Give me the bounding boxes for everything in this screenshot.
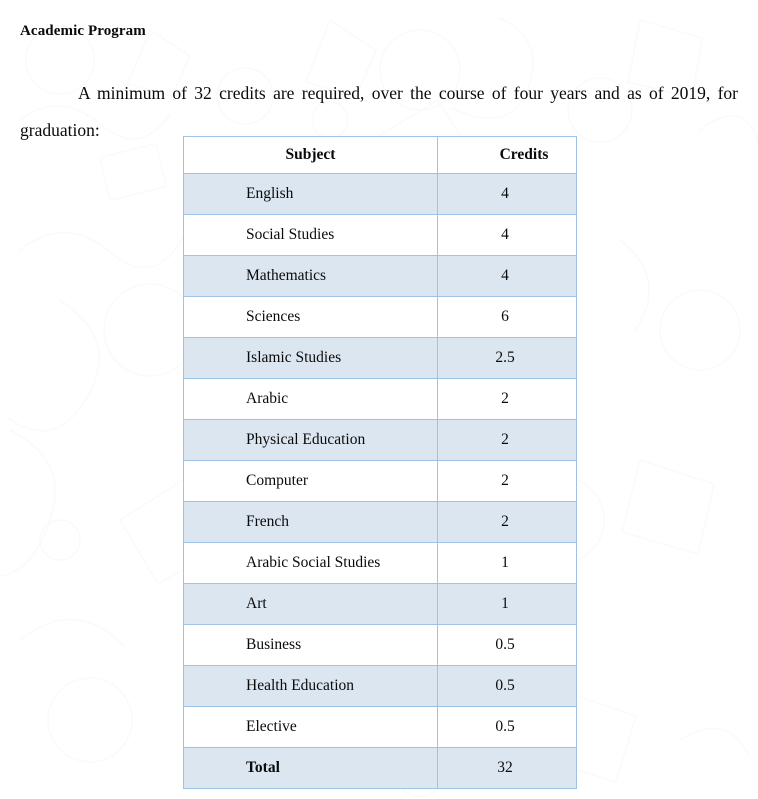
column-header-subject: Subject <box>184 137 438 174</box>
cell-subject: Mathematics <box>184 256 438 297</box>
intro-paragraph: A minimum of 32 credits are required, over the course of four years and as of 2019, for graduation: <box>20 82 738 140</box>
table-row <box>184 707 577 748</box>
cell-subject: English <box>184 174 438 215</box>
cell-credits: 0.5 <box>438 625 577 666</box>
cell-subject: Sciences <box>184 297 438 338</box>
table-header <box>184 137 577 174</box>
cell-credits: 1 <box>438 543 577 584</box>
cell-credits: 2.5 <box>438 338 577 379</box>
cell-subject: Health Education <box>184 666 438 707</box>
cell-credits: 2 <box>438 379 577 420</box>
cell-credits: 4 <box>438 256 577 297</box>
table-header-row <box>184 137 577 174</box>
table-row <box>184 379 577 420</box>
credits-table <box>183 136 577 789</box>
table-row <box>184 666 577 707</box>
cell-credits: 4 <box>438 215 577 256</box>
table-row <box>184 584 577 625</box>
table-row <box>184 625 577 666</box>
cell-subject: Physical Education <box>184 420 438 461</box>
table-row <box>184 174 577 215</box>
cell-subject: Islamic Studies <box>184 338 438 379</box>
cell-credits: 6 <box>438 297 577 338</box>
cell-subject: Arabic Social Studies <box>184 543 438 584</box>
table-row-total <box>184 748 577 789</box>
cell-credits: 4 <box>438 174 577 215</box>
table-row <box>184 338 577 379</box>
cell-subject: French <box>184 502 438 543</box>
cell-credits: 2 <box>438 420 577 461</box>
cell-credits: 0.5 <box>438 707 577 748</box>
table-row <box>184 297 577 338</box>
cell-subject: Art <box>184 584 438 625</box>
table-row <box>184 502 577 543</box>
cell-credits: 2 <box>438 502 577 543</box>
cell-subject: Computer <box>184 461 438 502</box>
column-header-credits: Credits <box>438 137 577 174</box>
page-title: Academic Program <box>20 23 146 39</box>
table-row <box>184 256 577 297</box>
cell-credits: 2 <box>438 461 577 502</box>
cell-subject: Business <box>184 625 438 666</box>
table-row <box>184 215 577 256</box>
table-body <box>184 174 577 789</box>
table-row <box>184 543 577 584</box>
cell-subject: Elective <box>184 707 438 748</box>
cell-subject: Arabic <box>184 379 438 420</box>
cell-subject: Total <box>184 748 438 789</box>
cell-credits: 32 <box>438 748 577 789</box>
cell-credits: 1 <box>438 584 577 625</box>
cell-subject: Social Studies <box>184 215 438 256</box>
cell-credits: 0.5 <box>438 666 577 707</box>
table-row <box>184 420 577 461</box>
table-row <box>184 461 577 502</box>
